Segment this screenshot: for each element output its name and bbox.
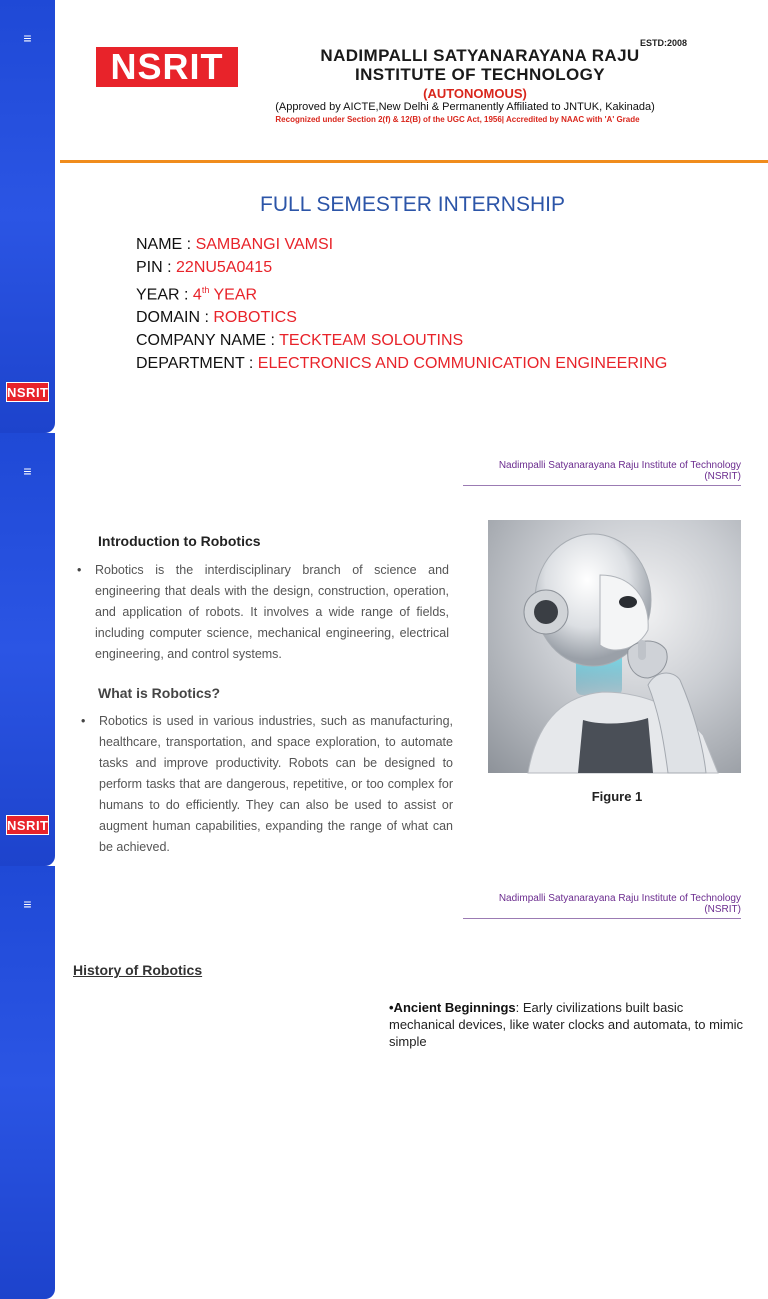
info-domain-row: DOMAIN : ROBOTICS [136,309,297,327]
menu-icon[interactable]: ≡ [23,896,32,912]
slide-title: FULL SEMESTER INTERNSHIP [260,193,565,216]
student-info [136,233,667,375]
institute-name [250,46,710,84]
estd-text: ESTD:2008 [640,38,688,48]
menu-icon[interactable]: ≡ [23,463,32,479]
institute-footer: Nadimpalli Satyanarayana Raju Institute of Technology (NSRIT) [463,893,741,919]
what-heading: What is Robotics? [98,685,221,701]
info-year-row: YEAR : 4th YEAR [136,285,258,304]
history-heading: History of Robotics [73,962,203,978]
robot-illustration [488,520,741,773]
intro-slide [0,433,768,866]
institute-name-line2: INSTITUTE OF TECHNOLOGY [354,65,606,84]
recognition-text: Recognized under Section 2(f) & 12(B) of the UGC Act, 1956| Accredited by NAAC with 'A' Grade [275,115,640,124]
figure-caption: Figure 1 [591,789,643,804]
header-divider [60,160,768,163]
info-pin-row: PIN : 22NU5A0415 [136,259,273,276]
slide-sidebar [0,866,55,1299]
info-company-row: COMPANY NAME : TECKTEAM SOLOUTINS [136,332,464,350]
what-paragraph: • Robotics is used in various industries, such as manufacturing, healthcare, transportation, and space exploration, to automate tasks and improve productivity. Robots can be designed to perform tasks that are dangerous, repetitive, or too complex for humans to do efficiently. They can also be used to assist or augment human capabilities, expanding the range of what can be achieved. [99,711,453,858]
bullet-icon: • [77,563,82,577]
history-slide [0,866,768,1049]
sidebar-logo: NSRIT [6,815,49,835]
institute-name-line1: NADIMPALLI SATYANARAYANA RAJU [320,46,640,65]
title-slide [0,0,768,433]
slide-sidebar [0,433,55,866]
slide-sidebar [0,0,55,433]
info-name-row: NAME : SAMBANGI VAMSI [136,236,334,253]
institute-footer: Nadimpalli Satyanarayana Raju Institute of Technology (NSRIT) [463,460,741,486]
approval-text: (Approved by AICTE,New Delhi & Permanently Affiliated to JNTUK, Kakinada) [275,101,655,113]
autonomous-label: (AUTONOMOUS) [423,86,527,101]
robot-image [488,520,741,773]
menu-icon[interactable]: ≡ [23,30,32,46]
info-department-row: DEPARTMENT : ELECTRONICS AND COMMUNICATION ENGINEERING [136,355,668,373]
institute-logo: NSRIT [96,47,238,87]
intro-heading: Introduction to Robotics [98,533,261,549]
sidebar-logo: NSRIT [6,382,49,402]
ancient-beginnings-text: •Ancient Beginnings: Early civilizations built basic mechanical devices, like water clocks and automata, to mimic simple [389,1000,744,1049]
bullet-icon: • [81,714,86,728]
intro-paragraph: • Robotics is the interdisciplinary branch of science and engineering that deals with the design, construction, operation, and application of robots. It involves a wide range of fields, including computer science, mechanical engineering, electrical engineering, and control systems. [95,560,449,665]
